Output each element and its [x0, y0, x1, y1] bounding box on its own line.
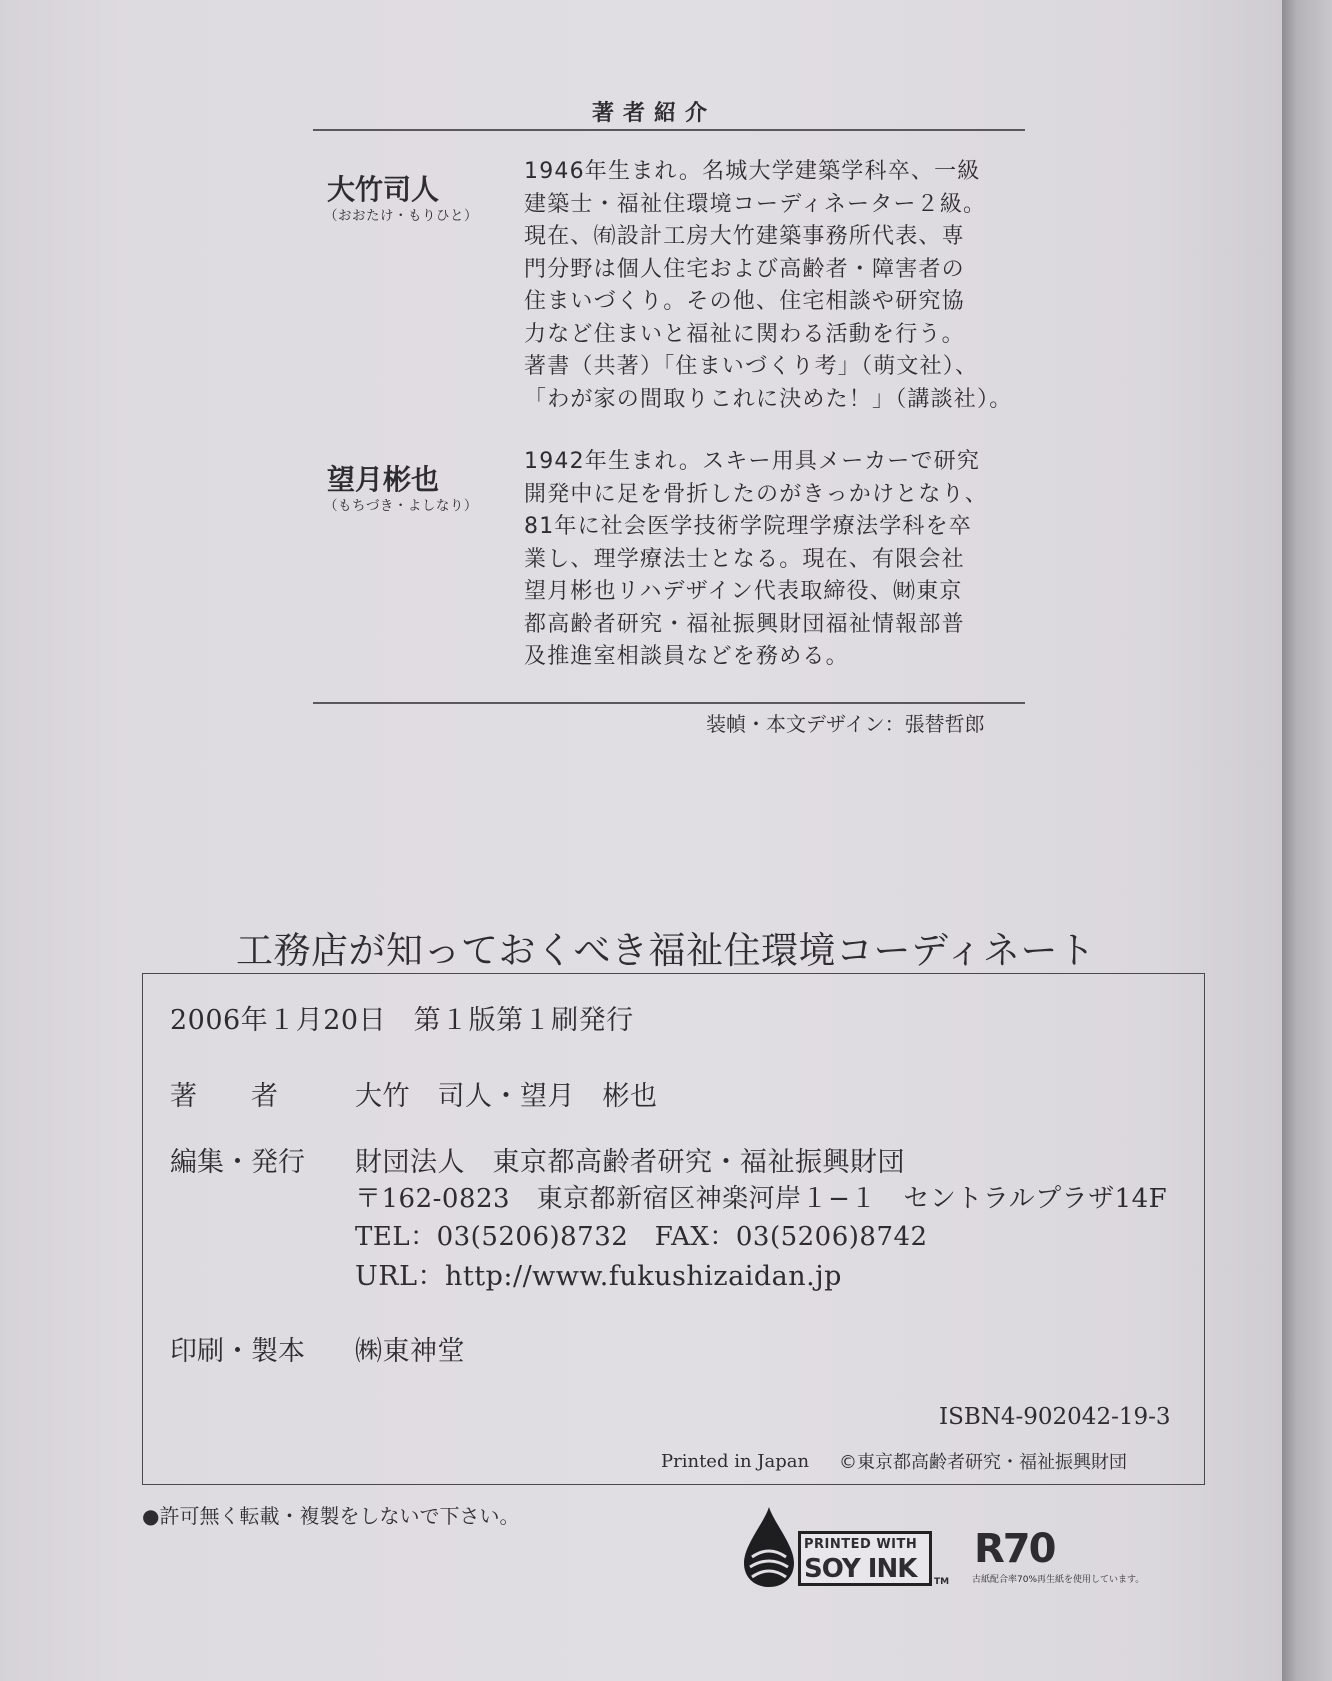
- author-label: 著 者: [170, 1081, 278, 1112]
- author-2-bio-line: 業し、理学療法士となる。現在、有限会社: [524, 546, 965, 572]
- soy-ink-tm: TM: [934, 1577, 950, 1587]
- author-2-bio-line: 都高齢者研究・福祉振興財団福祉情報部普: [524, 611, 965, 637]
- author-1-name: 大竹司人: [327, 173, 440, 206]
- publisher-name: 財団法人 東京都高齢者研究・福祉振興財団: [355, 1147, 905, 1178]
- publisher-phone-fax: TEL：03(5206)8732 FAX：03(5206)8742: [355, 1222, 928, 1252]
- author-1-bio-line: 力など住まいと福祉に関わる活動を行う。: [524, 321, 965, 347]
- author-2-bio-line: 開発中に足を骨折したのがきっかけとなり、: [524, 481, 989, 507]
- isbn: ISBN4-902042-19-3: [939, 1404, 1171, 1430]
- printer-value: ㈱東神堂: [355, 1336, 465, 1367]
- soy-ink-logo: [738, 1505, 950, 1590]
- book-title: 工務店が知っておくべき福祉住環境コーディネート: [236, 929, 1096, 972]
- printed-in: Printed in Japan: [661, 1451, 810, 1472]
- copyright: ©東京都高齢者研究・福祉振興財団: [839, 1452, 1127, 1473]
- bio-bottom-rule: [313, 702, 1025, 704]
- author-2-bio: [524, 446, 1034, 674]
- author-1-reading: （おおたけ・もりひと）: [324, 208, 478, 224]
- author-2-bio-line: 81年に社会医学技術学院理学療法学科を卒: [524, 514, 972, 539]
- edition-line: 2006年１月20日 第１版第１刷発行: [170, 1005, 634, 1036]
- bio-top-rule: [313, 129, 1025, 131]
- author-1-bio-line: 住まいづくり。その他、住宅相談や研究協: [524, 289, 965, 314]
- author-1-bio-line: 著書（共著）「住まいづくり考」（萌文社）、: [524, 354, 979, 379]
- author-1-bio-line: 1946年生まれ。名城大学建築学科卒、一級: [524, 159, 981, 184]
- author-1-bio-line: 現在、㈲設計工房大竹建築事務所代表、専: [524, 224, 965, 249]
- soy-ink-line2: SOY INK: [804, 1554, 917, 1584]
- author-1-bio-line: 建築士・福祉住環境コーディネーター２級。: [524, 191, 987, 217]
- reprint-notice: ●許可無く転載・複製をしないで下さい。: [142, 1504, 520, 1528]
- bio-heading: 著者紹介: [592, 101, 717, 126]
- author-2-name: 望月彬也: [327, 463, 440, 496]
- author-2-bio-line: 1942年生まれ。スキー用具メーカーで研究: [524, 449, 981, 474]
- printer-label: 印刷・製本: [170, 1336, 305, 1367]
- author-1-bio: [524, 156, 1034, 416]
- soy-ink-line1: PRINTED WITH: [804, 1537, 918, 1552]
- author-value: 大竹 司人・望月 彬也: [355, 1081, 658, 1112]
- design-credit: 装幀・本文デザイン：張替哲郎: [706, 712, 985, 736]
- publisher-address: 〒162-0823 東京都新宿区神楽河岸１−１ セントラルプラザ14F: [355, 1184, 1168, 1214]
- author-1-bio-line: 門分野は個人住宅および高齢者・障害者の: [524, 256, 965, 282]
- page-edge: [1282, 0, 1332, 1681]
- author-2-bio-line: 望月彬也リハデザイン代表取締役、㈶東京: [524, 579, 963, 604]
- soy-drop-icon: [738, 1505, 800, 1590]
- author-2-reading: （もちづき・よしなり）: [324, 498, 478, 514]
- publisher-url: URL：http://www.fukushizaidan.jp: [355, 1261, 842, 1292]
- author-2-bio-line: 及推進室相談員などを務める。: [524, 644, 849, 669]
- recycle-r70-logo: [972, 1526, 1212, 1586]
- publisher-label: 編集・発行: [170, 1147, 305, 1178]
- r70-note: 古紙配合率70%再生紙を使用しています。: [972, 1575, 1145, 1585]
- r70-mark: R70: [974, 1526, 1055, 1572]
- colophon-box: [142, 973, 1205, 1485]
- author-1-bio-line: 「わが家の間取りこれに決めた！」（講談社）。: [524, 386, 1013, 412]
